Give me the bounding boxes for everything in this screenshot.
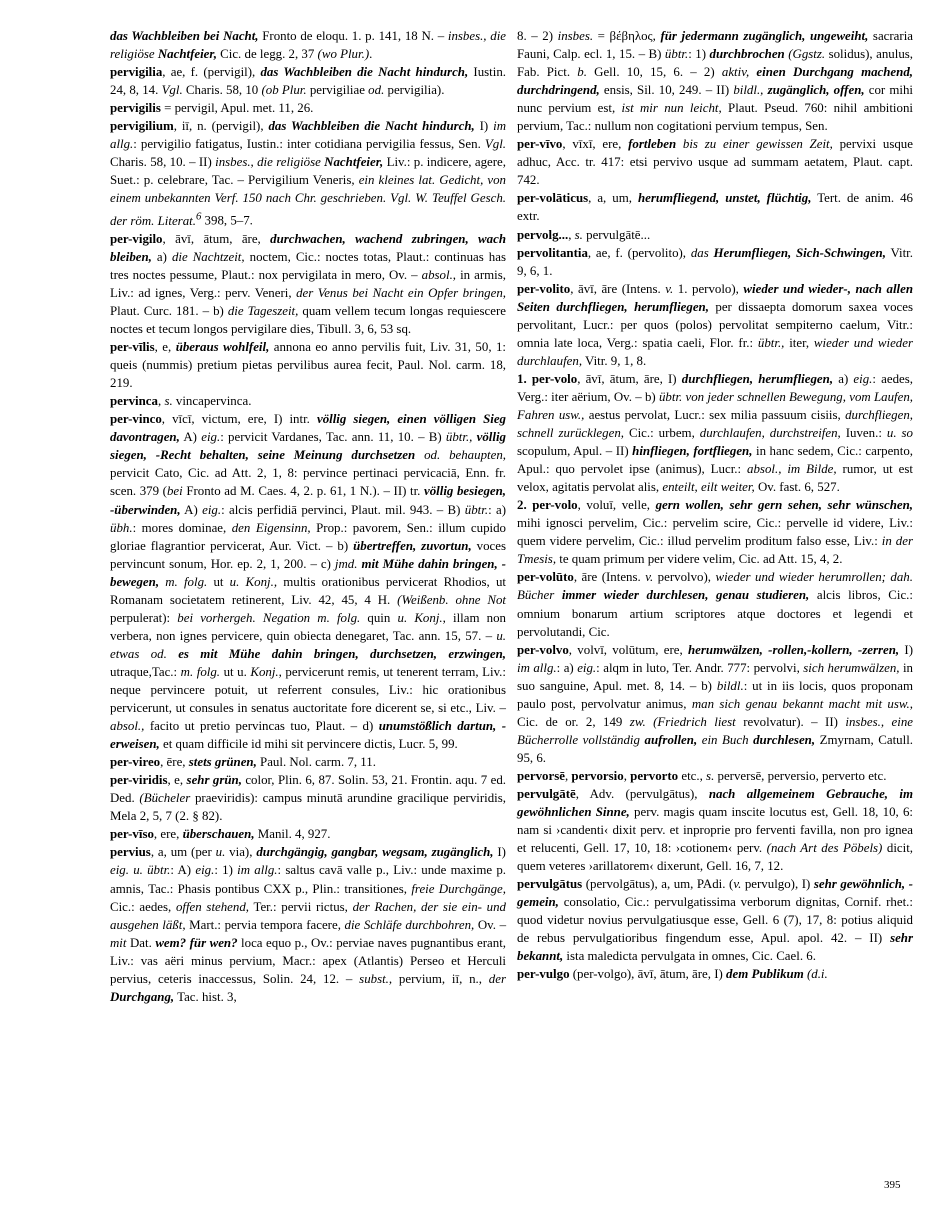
dictionary-entry: pervolg..., s. pervulgātē... [517, 227, 651, 242]
dictionary-entry: per-vigilo, āvī, ātum, āre, durchwachen, wachend zubringen, wach bleiben, a) die Nachtzeit, noctem, Cic.: noctes totas, Plaut.: continuas has tres noctes pessume, Plaut.: nox pervigilata in mero, Ov. – absol., in armis, Liv.: ad ignes, Verg.: perv. Veneri, der Venus bei Nacht ein Opfer bringen, Plaut. Curc. 181. – b) die Tageszeit, quam vellem tecum longas requiescere noctes et tecum longos pervigilare dies, Tibull. 3, 6, 53 sq. [110, 231, 506, 337]
dictionary-entry: pervulgātus (pervolgātus), a, um, PAdi. (v. pervulgo), I) sehr gewöhnlich, -gemein, consolatio, Cic.: pervulgatissima verborum dignitas, Cornif. rhet.: quod videtur novius pervulgatiusque esse, Gell. 6 (7), 17, 8: potius aliquid de rebus pervulgatioribus fingendum esse, Apul. apol. 42. – II) sehr bekannt, ista maledicta pervulgata in omnes, Cic. Cael. 6. [517, 877, 913, 964]
dictionary-entry: pervolitantia, ae, f. (pervolito), das Herumfliegen, Sich-Schwingen, Vitr. 9, 6, 1. [517, 245, 913, 278]
dictionary-entry: das Wachbleiben bei Nacht, Fronto de eloqu. 1. p. 141, 18 N. – insbes., die religiöse Nachtfeier, Cic. de legg. 2, 37 (wo Plur.). [110, 29, 506, 62]
dictionary-entry: pervigilis = pervigil, Apul. met. 11, 26. [110, 101, 314, 116]
dictionary-entry: pervigilia, ae, f. (pervigil), das Wachbleiben die Nacht hindurch, Iustin. 24, 8, 14. Vgl. Charis. 58, 10 (ob Plur. pervigiliae od. pervigilia). [110, 65, 506, 98]
dictionary-entry: per-vīso, ere, überschauen, Manil. 4, 927. [110, 827, 331, 842]
dictionary-entry: per-vinco, vīcī, victum, ere, I) intr. völlig siegen, einen völligen Sieg davontragen, A) eig.: pervicit Vardanes, Tac. ann. 11, 10. – B) übtr., völlig siegen, -Recht behalten, seine Meinung durchsetzen od. behaupten, pervicit Cato, Cic. ad Att. 2, 1, 8: pervince pertinaci pervicaciā, Enn. fr. scen. 379 (bei Fronto ad M. Caes. 4, 2. p. 61, 1 N.). – II) tr. völlig besiegen, -überwinden, A) eig.: alcis perfidiā pervinci, Plaut. mil. 943. – B) übtr.: a) übh.: mores dominae, den Eigensinn, Prop.: pavorem, Sen.: illum cupido gloriae flagrantior pervicerat, Aur. Vict. – b) übertreffen, zuvortun, voces pervincunt sonum, Hor. ep. 2, 1, 200. – c) jmd. mit Mühe dahin bringen, -bewegen, m. folg. ut u. Konj., multis orationibus pervicerat Rhodios, ut Romanam societatem retinerent, Liv. 42, 45, 4 H. (Weißenb. ohne Not perpulerat): bei vorhergeh. Negation m. folg. quin u. Konj., illam non verbera, non ignes pervicere, quin obiecta denegaret, Tac. ann. 15, 57. – u. etwas od. es mit Mühe dahin bringen, durchsetzen, erzwingen, utraque,Tac.: m. folg. ut u. Konj., pervicerunt remis, ut tenerent terram, Liv.: neque pervincere potuit, ut referrent consules, Liv.: hic orationibus pervicerunt, ut consules in senatus auctoritate fore dicerent se, si etc., Liv. – absol., facito ut pretio pervincas tuo, Plaut. – d) unumstößlich dartun, -erweisen, et quam difficile id mihi sit pervincere dictis, Lucr. 5, 99. [110, 412, 507, 752]
dictionary-entry: 2. per-volo, voluī, velle, gern wollen, sehr gern sehen, sehr wünschen, mihi ignosci pervelim, Cic.: pervelim scire, Cic.: pervelle id videre, Liv.: quem videre pervelim, Cic.: illud pervelim proditum falso esse, Liv.: in der Tmesis, te quam primum per videre velim, Cic. ad Att. 15, 4, 2. [517, 498, 914, 567]
dictionary-entry: per-viridis, e, sehr grün, color, Plin. 6, 87. Solin. 53, 21. Frontin. aqu. 7 ed. Ded. (Bücheler praeviridis): campus minutā arundine gracilique perviridis, Mela 2, 5, 7 (2. § 82). [110, 773, 507, 824]
page-number: 395 [884, 1179, 901, 1191]
dictionary-entry: pervigilium, iī, n. (pervigil), das Wachbleiben die Nacht hindurch, I) im allg.: pervigilio fatigatus, Iustin.: inter cotidiana pervigilia fessus, Sen. Vgl. Charis. 58, 10. – II) insbes., die religiöse Nachtfeier, Liv.: p. indicere, agere, Suet.: p. celebrare, Tac. – Pervigilium Veneris, ein kleines lat. Gedicht, von einem unbekannten Verf. 150 nach Chr. geschrieben. Vgl. W. Teuffel Gesch. der röm. Literat.$^6$ 398, 5–7. [110, 119, 507, 228]
right-column [517, 27, 913, 983]
dictionary-entry: per-volvo, volvī, volūtum, ere, herumwälzen, -rollen,-kollern, -zerren, I) im allg.: a) eig.: alqm in luto, Ter. Andr. 777: pervolvi, sich herumwälzen, in suo sanguine, Apul. met. 8, 14. – b) bildl.: ut in iis locis, quos proponam paulo post, pervolvatur animus, man sich genau bekannt macht mit usw., Cic. de or. 2, 149 zw. (Friedrich liest revolvatur). – II) insbes., eine Bücherrolle vollständig aufrollen, ein Buch durchlesen, Zmyrnam, Catull. 95, 6. [517, 642, 913, 765]
dictionary-entry: pervius, a, um (per u. via), durchgängig, gangbar, wegsam, zugänglich, I) eig. u. übtr.: A) eig.: 1) im allg.: saltus cavā valle p., Liv.: unde maxime p. amnis, Tac.: Phasis pontibus CXX p., Plin.: transitiones, freie Durchgänge, Cic.: aedes, offen stehend, Ter.: pervii rictus, der Rachen, der sie ein- und ausgehen läßt, Mart.: pervia tempora facere, die Schläfe durchbohren, Ov. – mit Dat. wem? für wen? loca equo p., Ov.: perviae naves pugnantibus erant, Liv.: vas aëri minus pervium, Macr.: apex (Atlantis) Perseo et Herculi pervius, ceteris inaccessus, Solin. 24, 12. – subst., pervium, iī, n., der Durchgang, Tac. hist. 3, [110, 845, 507, 1004]
dictionary-entry: per-volāticus, a, um, herumfliegend, unstet, flüchtig, Tert. de anim. 46 extr. [517, 191, 913, 224]
dictionary-entry: per-vireo, ēre, stets grünen, Paul. Nol. carm. 7, 11. [110, 755, 376, 770]
dictionary-entry: pervinca, s. vincapervinca. [110, 394, 252, 409]
dictionary-entry: per-vīvo, vīxī, ere, fortleben bis zu einer gewissen Zeit, pervixi usque adhuc, Acc. tr. 417: etsi pervivo usque ad summam aetatem, Plaut. capt. 742. [517, 137, 913, 188]
dictionary-entry: pervulgātē, Adv. (pervulgātus), nach allgemeinem Gebrauche, im gewöhnlichen Sinne, perv. magis quam inscite locutus est, Gell. 18, 10, 6: nam si ›candenti‹ dixit perv. et inproprie pro ferventi favilla, non pro ignea et relucenti, Gell. 17, 10, 18: ›cotionem‹ perv. (nach Art des Pöbels) dicit, quem veteres ›arillatorem‹ dixerunt, Gell. 16, 7, 12. [517, 786, 914, 874]
dictionary-entry: per-volūto, āre (Intens. v. pervolvo), wieder und wieder herumrollen; dah. Bücher immer wieder durchlesen, genau studieren, alcis libros, Cic.: omnium bonarum artium scriptores atque doctores et legendi et pervolutandi, Cic. [517, 570, 913, 639]
dictionary-entry: per-volito, āvī, āre (Intens. v. 1. pervolo), wieder und wieder-, nach allen Seiten durchfliegen, herumfliegen, per dissaepta domorum saxea voces pervolitant, Lucr.: per quos (polos) pervolitat sempiterno caelum, Vitr.: omnia late loca, Verg.: spatia caeli, Flor. fr.: übtr., iter, wieder und wieder durchlaufen, Vitr. 9, 1, 8. [517, 281, 913, 368]
dictionary-entry: per-vīlis, e, überaus wohlfeil, annona eo anno pervilis fuit, Liv. 31, 50, 1: queis (nummis) pretium pietas pervilibus aurea fecit, Paul. Nol. carm. 18, 219. [110, 340, 507, 391]
dictionary-entry: per-vulgo (per-volgo), āvī, ātum, āre, I) dem Publikum (d.i. [517, 967, 828, 982]
dictionary-entry: 8. – 2) insbes. = βέβηλος, für jedermann zugänglich, ungeweiht, sacraria Fauni, Calp. ecl. 1, 15. – B) übtr.: 1) durchbrochen (Ggstz. solidus), anulus, Fab. Pict. b. Gell. 10, 15, 6. – 2) aktiv, einen Durchgang machend, durchdringend, ensis, Sil. 10, 249. – II) bildl., zugänglich, offen, cor mihi nunc pervium est, ist mir nun leicht, Plaut. Pseud. 760: nihil ambitioni pervium, Tac.: nullum non cogitationi pervium tempus, Sen. [517, 29, 914, 134]
dictionary-entry: 1. per-volo, āvī, ātum, āre, I) durchfliegen, herumfliegen, a) eig.: aedes, Verg.: iter aërium, Ov. – b) übtr. von jeder schnellen Bewegung, vom Laufen, Fahren usw., aestus pervolat, Lucr.: sex milia passuum cisiis, durchfliegen, schnell zurücklegen, Cic.: urbem, durchlaufen, durchstreifen, Iuven.: u. so scopulum, Apul. – II) hinfliegen, fortfliegen, in hanc sedem, Cic.: carpento, Apul.: quo pervolet ipse (animus), Lucr.: absol., im Bilde, rumor, ut est velox, agitatis pervolat alis, enteilt, eilt weiter, Ov. fast. 6, 527. [517, 371, 913, 495]
dictionary-entry: pervorsē, pervorsio, pervorto etc., s. perversē, perversio, perverto etc. [517, 768, 887, 783]
left-column [110, 27, 506, 1006]
